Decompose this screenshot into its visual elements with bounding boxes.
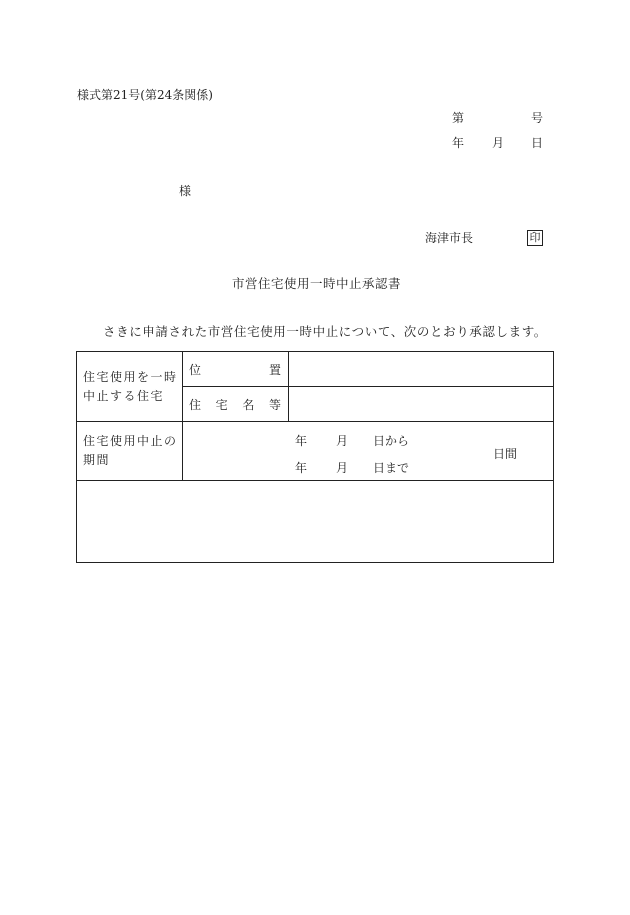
days-label: 日間	[493, 447, 518, 461]
date-day: 日	[531, 136, 544, 150]
to-day: 日まで	[373, 461, 410, 475]
doc-number-label: 第	[452, 111, 465, 125]
suspended-housing-label: 住宅使用を一時中止する住宅	[77, 352, 183, 422]
form-table	[76, 351, 554, 563]
addressee-suffix: 様	[179, 184, 192, 198]
housing-name-label-char: 名	[242, 397, 255, 412]
location-label-cell	[183, 352, 289, 387]
date-year: 年	[452, 136, 465, 150]
suspension-period-label: 住宅使用中止の期間	[77, 422, 183, 481]
from-month: 月	[336, 434, 349, 448]
suspension-period-cell[interactable]	[183, 422, 554, 481]
housing-name-label-cell	[183, 387, 289, 422]
doc-number-suffix: 号	[531, 111, 544, 125]
from-day: 日から	[373, 434, 410, 448]
location-label-char: 置	[268, 362, 281, 377]
housing-name-label-char: 宅	[215, 397, 228, 412]
date-month: 月	[492, 136, 505, 150]
housing-name-value-cell[interactable]	[289, 387, 554, 422]
to-year: 年	[295, 461, 308, 475]
to-month: 月	[336, 461, 349, 475]
remarks-cell[interactable]	[77, 481, 554, 563]
housing-name-label-char: 等	[268, 397, 281, 412]
location-value-cell[interactable]	[289, 352, 554, 387]
issuer-name: 海津市長	[425, 231, 474, 245]
housing-name-label-char: 住	[189, 397, 202, 412]
form-number: 様式第21号(第24条関係)	[77, 88, 213, 102]
body-text: さきに申請された市営住宅使用一時中止について、次のとおり承認します。	[103, 324, 547, 339]
seal-mark: 印	[527, 230, 543, 246]
location-label-char: 位	[189, 362, 202, 377]
document-title: 市営住宅使用一時中止承認書	[232, 276, 402, 291]
from-year: 年	[295, 434, 308, 448]
